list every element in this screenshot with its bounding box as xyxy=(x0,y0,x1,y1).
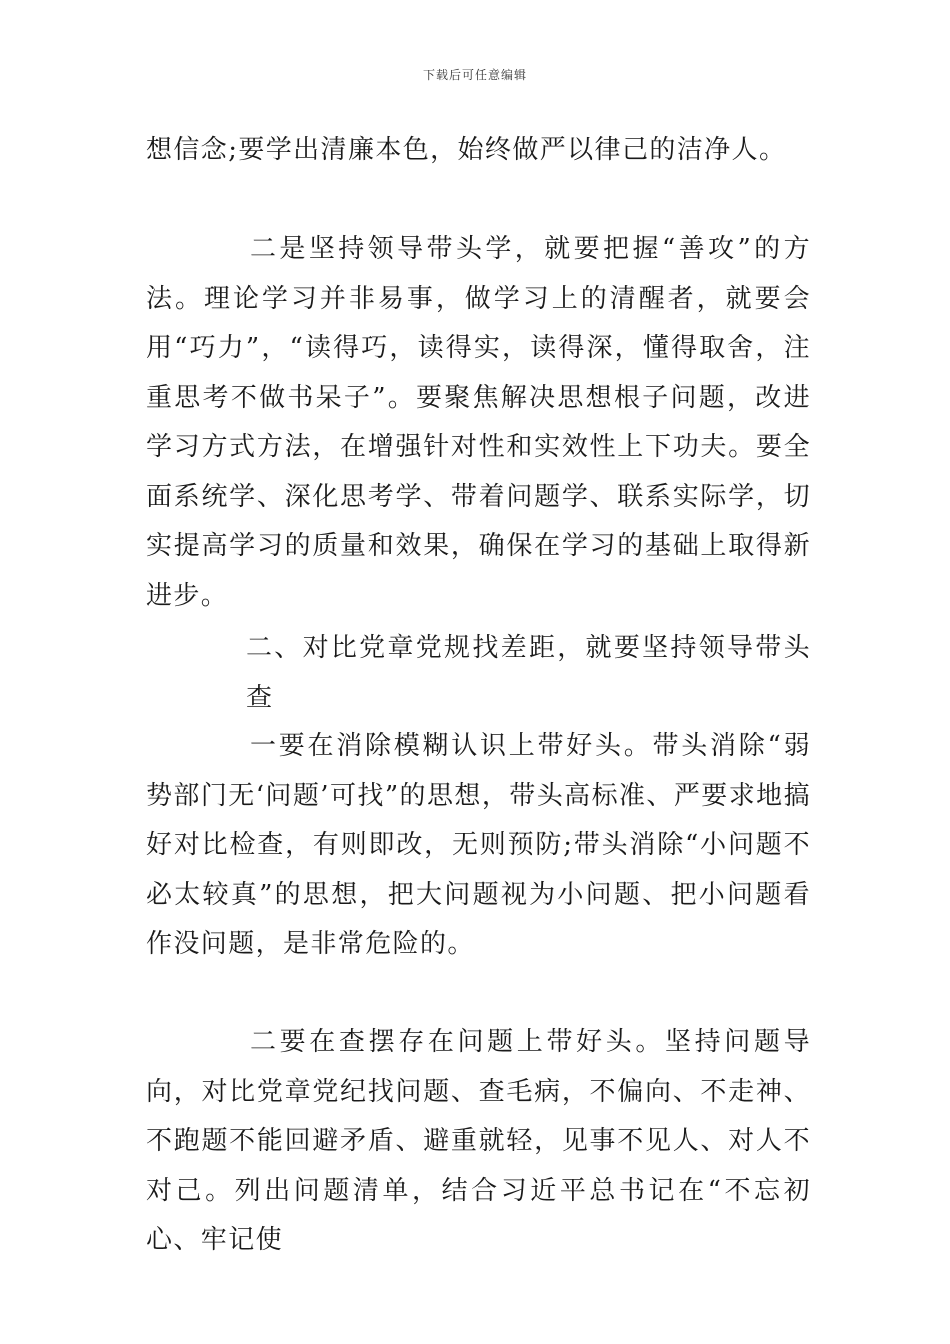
paragraph-continuation xyxy=(146,126,811,176)
paragraph-identify-problems xyxy=(146,1018,811,1266)
paragraph-text: 想信念;要学出清廉本色，始终做严以律己的洁净人。 xyxy=(146,135,787,165)
section-heading-text: 二、对比党章党规找差距，就要坚持领导带头查 xyxy=(246,633,811,713)
paragraph-text: 二要在查摆存在问题上带好头。坚持问题导向，对比党章党纪找问题、查毛病，不偏向、不走神、不跑题不能回避矛盾、避重就轻，见事不见人、对人不对己。列出问题清单，结合习近平总书记在“不忘初心、牢记使 xyxy=(146,1027,811,1255)
paragraph-text: 二是坚持领导带头学，就要把握“善攻”的方法。理论学习并非易事，做学习上的清醒者，就要会用“巧力”，“读得巧，读得实，读得深，懂得取舍，注重思考不做书呆子”。要聚焦解决思想根子问题，改进学习方式方法，在增强针对性和实效性上下功夫。要全面系统学、深化思考学、带着问题学、联系实际学，切实提高学习的质量和效果，确保在学习的基础上取得新进步。 xyxy=(146,234,811,611)
section-heading xyxy=(246,624,811,723)
paragraph-text: 一要在消除模糊认识上带好头。带头消除“弱势部门无‘问题’可找”的思想，带头高标准、严要求地搞好对比检查，有则即改，无则预防;带头消除“小问题不必太较真”的思想，把大问题视为小问题、把小问题看作没问题，是非常危险的。 xyxy=(146,731,811,959)
header-note: 下载后可任意编辑 xyxy=(422,68,527,82)
paragraph-clear-misconceptions xyxy=(146,722,811,970)
paragraph-leadership-study xyxy=(146,225,811,621)
